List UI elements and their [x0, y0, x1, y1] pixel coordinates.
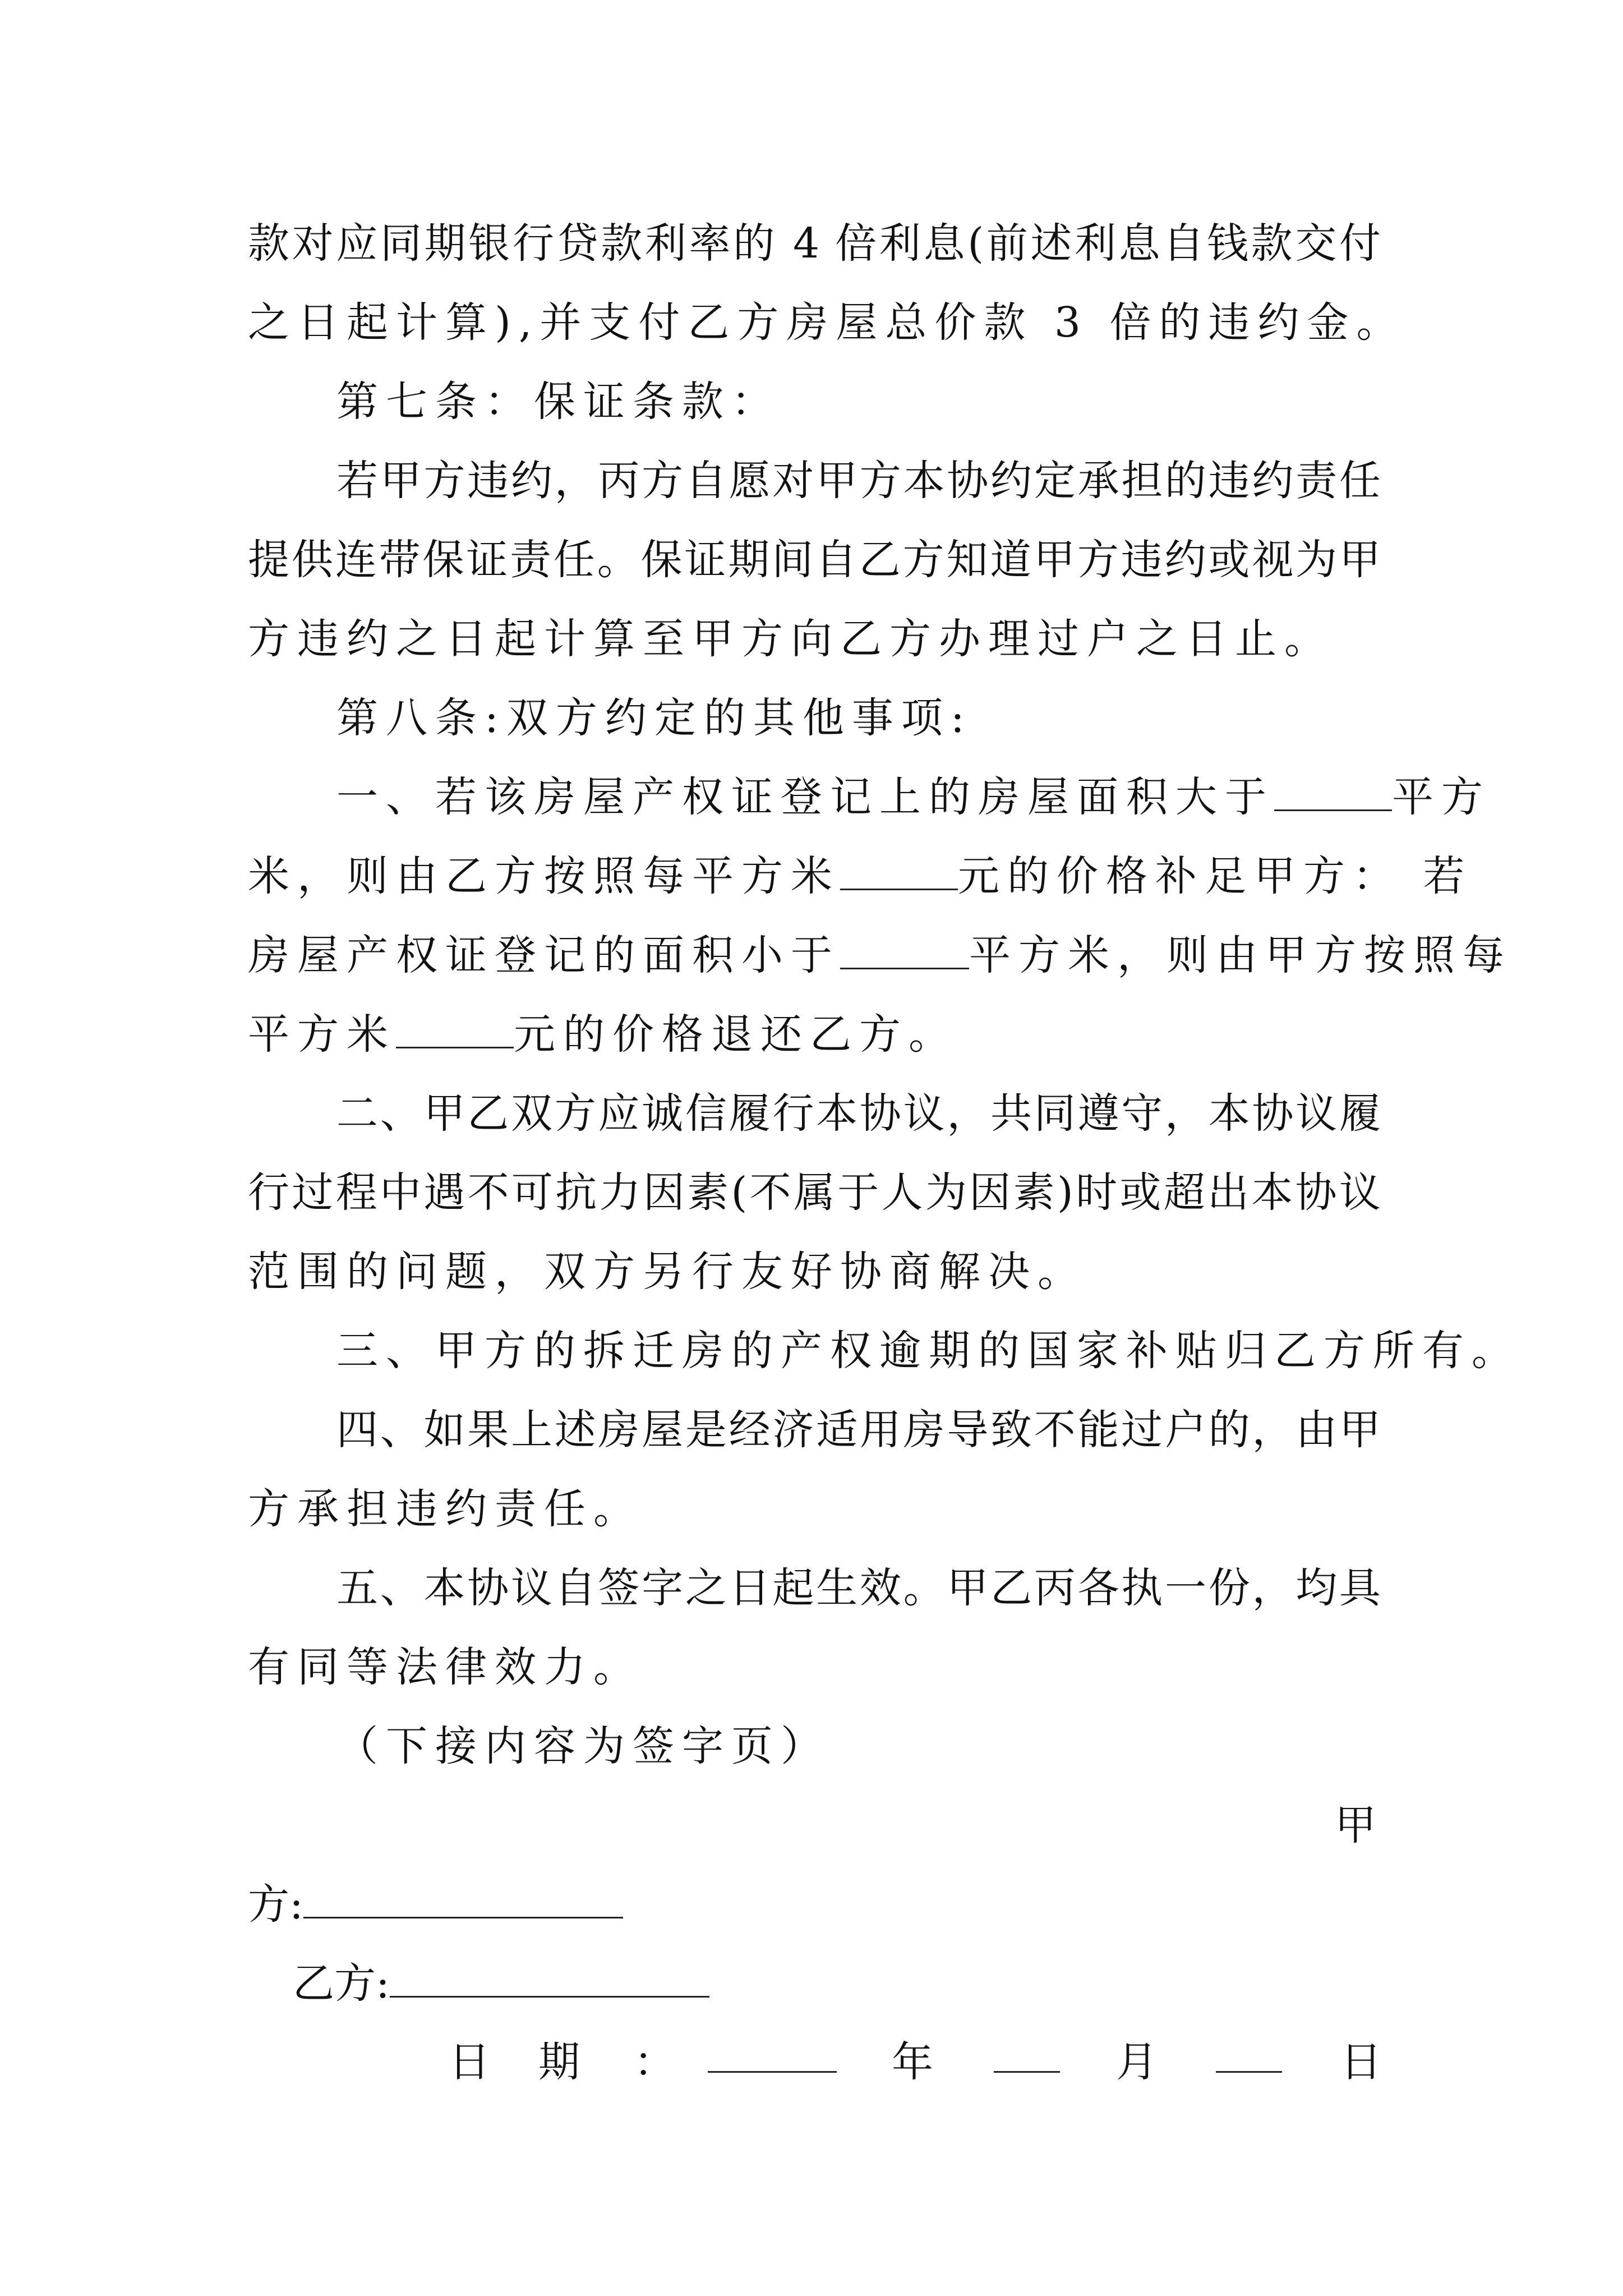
item-text: 米，则由乙方按照每平方米 [248, 852, 840, 900]
clause-heading: 第七条：保证条款： [336, 378, 781, 426]
party-b-label: 乙方: [293, 1959, 390, 2008]
party-b-sign-blank[interactable] [390, 1959, 709, 1998]
body-line: 若甲方违约，丙方自愿对甲方本协约定承担的违约责任 [336, 457, 1381, 505]
body-line: 行过程中遇不可抗力因素(不属于人为因素)时或超出本协议 [248, 1168, 1381, 1217]
date-label-ri: 日 [449, 2038, 490, 2086]
body-line: 有同等法律效力。 [248, 1643, 643, 1691]
date-colon: ： [634, 2038, 675, 2086]
party-b-signature [293, 1955, 1426, 2012]
month-label: 月 [1116, 2038, 1158, 2086]
item-text: 平方米，则由甲方按照每 [969, 931, 1512, 979]
month-blank[interactable] [994, 2034, 1060, 2073]
item-line [248, 848, 1473, 904]
day-blank[interactable] [1216, 2034, 1282, 2073]
body-line: 二、甲乙双方应诚信履行本协议，共同遵守，本协议履 [336, 1089, 1381, 1138]
fill-blank[interactable] [396, 1010, 514, 1048]
year-label: 年 [892, 2038, 933, 2086]
body-line: 款对应同期银行贷款利率的 4 倍利息(前述利息自钱款交付 [248, 219, 1381, 268]
item-text: 平方 [1392, 773, 1491, 821]
fill-blank[interactable] [840, 852, 958, 890]
party-a-signature [248, 1876, 1381, 1932]
item-text: 元的价格退还乙方。 [514, 1010, 958, 1059]
signature-page-note: （下接内容为签字页） [336, 1722, 830, 1770]
party-a-label-char: 甲 [1335, 1801, 1384, 1849]
party-a-label: 方: [248, 1880, 303, 1929]
fill-blank[interactable] [840, 931, 969, 969]
fill-blank[interactable] [1274, 772, 1392, 811]
body-line: 方违约之日起计算至甲方向乙方办理过户之日止。 [248, 615, 1334, 663]
clause-heading: 第八条:双方约定的其他事项: [336, 694, 972, 742]
party-a-sign-blank[interactable] [303, 1880, 623, 1918]
item-text: 房屋产权证登记的面积小于 [248, 931, 840, 979]
item-line [336, 769, 1491, 825]
item-text: 平方米 [248, 1010, 396, 1059]
body-line: 五、本协议自签字之日起生效。甲乙丙各执一份，均具 [336, 1564, 1381, 1612]
date-row [0, 2034, 1623, 2090]
year-blank[interactable] [708, 2034, 837, 2073]
item-line [248, 1006, 1381, 1062]
body-line: 方承担违约责任。 [248, 1485, 643, 1533]
item-text: 元的价格补足甲方： 若 [958, 852, 1473, 900]
body-line: 四、如果上述房屋是经济适用房导致不能过户的，由甲 [336, 1406, 1381, 1454]
item-line [248, 927, 1512, 983]
body-line: 范围的问题，双方另行友好协商解决。 [248, 1248, 1087, 1296]
body-line: 三、甲方的拆迁房的产权逾期的国家补贴归乙方所有。 [336, 1327, 1521, 1375]
body-line: 提供连带保证责任。保证期间自乙方知道甲方违约或视为甲 [248, 536, 1381, 584]
body-line: 之日起计算),并支付乙方房屋总价款 3 倍的违约金。 [248, 298, 1406, 347]
item-text: 一、若该房屋产权证登记上的房屋面积大于 [336, 773, 1274, 821]
date-label-qi: 期 [538, 2038, 580, 2086]
day-label: 日 [1340, 2038, 1382, 2086]
